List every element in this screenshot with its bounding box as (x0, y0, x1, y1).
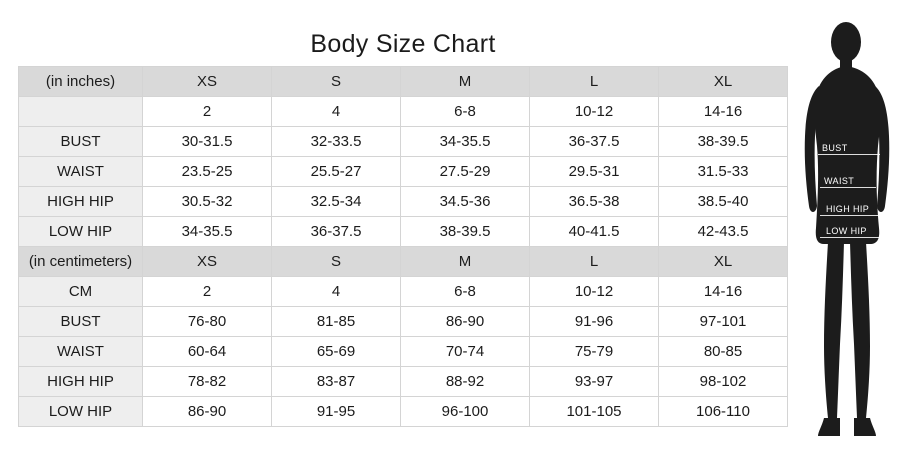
table-cell: 6-8 (401, 97, 530, 127)
table-cell: 91-96 (530, 307, 659, 337)
table-row (19, 127, 788, 157)
table-cell: XL (659, 67, 788, 97)
table-cell: 98-102 (659, 367, 788, 397)
table-cell: 91-95 (272, 397, 401, 427)
table-cell: 29.5-31 (530, 157, 659, 187)
table-cell: 36-37.5 (272, 217, 401, 247)
table-cell: M (401, 67, 530, 97)
table-cell: 30-31.5 (143, 127, 272, 157)
table-cell: LOW HIP (19, 217, 143, 247)
table-cell: 81-85 (272, 307, 401, 337)
table-cell: 10-12 (530, 97, 659, 127)
table-cell: 83-87 (272, 367, 401, 397)
table-cell: LOW HIP (19, 397, 143, 427)
table-cell: 34-35.5 (143, 217, 272, 247)
low-hip-measure-line (820, 237, 880, 238)
table-row (19, 337, 788, 367)
table-cell: M (401, 247, 530, 277)
table-cell: HIGH HIP (19, 367, 143, 397)
table-cell: WAIST (19, 337, 143, 367)
table-cell: CM (19, 277, 143, 307)
table-cell: 86-90 (143, 397, 272, 427)
table-cell: 78-82 (143, 367, 272, 397)
table-cell: (in centimeters) (19, 247, 143, 277)
table-cell: BUST (19, 127, 143, 157)
table-cell: 101-105 (530, 397, 659, 427)
table-cell: S (272, 247, 401, 277)
table-cell: BUST (19, 307, 143, 337)
table-cell: 2 (143, 97, 272, 127)
table-cell: 4 (272, 97, 401, 127)
table-cell: 97-101 (659, 307, 788, 337)
table-cell: 96-100 (401, 397, 530, 427)
table-cell: XS (143, 67, 272, 97)
table-cell: 38.5-40 (659, 187, 788, 217)
table-cell: 34.5-36 (401, 187, 530, 217)
bust-measure-line (818, 154, 880, 155)
table-cell: 14-16 (659, 277, 788, 307)
table-cell: 14-16 (659, 97, 788, 127)
high-hip-measure-line (820, 215, 878, 216)
size-chart-container (18, 22, 788, 440)
table-cell: 60-64 (143, 337, 272, 367)
table-cell: 31.5-33 (659, 157, 788, 187)
table-cell: 4 (272, 277, 401, 307)
table-cell: 2 (143, 277, 272, 307)
table-cell: (in inches) (19, 67, 143, 97)
table-cell: 10-12 (530, 277, 659, 307)
page-title: Body Size Chart (310, 30, 496, 58)
high-hip-label: HIGH HIP (826, 204, 870, 214)
table-row (19, 97, 788, 127)
table-cell: 40-41.5 (530, 217, 659, 247)
waist-measure-line (820, 187, 876, 188)
table-cell: XL (659, 247, 788, 277)
table-row (19, 397, 788, 427)
table-row (19, 217, 788, 247)
table-cell (19, 97, 143, 127)
table-cell: WAIST (19, 157, 143, 187)
table-cell: 65-69 (272, 337, 401, 367)
table-row (19, 187, 788, 217)
waist-label: WAIST (824, 176, 855, 186)
table-cell: 86-90 (401, 307, 530, 337)
table-cell: 23.5-25 (143, 157, 272, 187)
table-cell: 106-110 (659, 397, 788, 427)
table-cell: 42-43.5 (659, 217, 788, 247)
table-cell: XS (143, 247, 272, 277)
table-cell: 25.5-27 (272, 157, 401, 187)
table-cell: 88-92 (401, 367, 530, 397)
table-row (19, 307, 788, 337)
table-row (19, 67, 788, 97)
table-row (19, 157, 788, 187)
table-cell: 36-37.5 (530, 127, 659, 157)
table-row (19, 367, 788, 397)
table-cell: 27.5-29 (401, 157, 530, 187)
table-cell: 32-33.5 (272, 127, 401, 157)
table-cell: 36.5-38 (530, 187, 659, 217)
table-cell: 80-85 (659, 337, 788, 367)
low-hip-label: LOW HIP (826, 226, 867, 236)
table-cell: 32.5-34 (272, 187, 401, 217)
table-cell: L (530, 67, 659, 97)
body-silhouette-panel (790, 0, 921, 454)
table-cell: HIGH HIP (19, 187, 143, 217)
table-cell: 34-35.5 (401, 127, 530, 157)
table-cell: 93-97 (530, 367, 659, 397)
table-cell: 38-39.5 (659, 127, 788, 157)
size-chart-table (18, 66, 788, 427)
bust-label: BUST (822, 143, 848, 153)
table-cell: 70-74 (401, 337, 530, 367)
table-cell: 76-80 (143, 307, 272, 337)
table-cell: 75-79 (530, 337, 659, 367)
table-cell: L (530, 247, 659, 277)
table-cell: 6-8 (401, 277, 530, 307)
table-cell: 30.5-32 (143, 187, 272, 217)
table-cell: 38-39.5 (401, 217, 530, 247)
table-row (19, 277, 788, 307)
table-cell: S (272, 67, 401, 97)
table-row (19, 247, 788, 277)
